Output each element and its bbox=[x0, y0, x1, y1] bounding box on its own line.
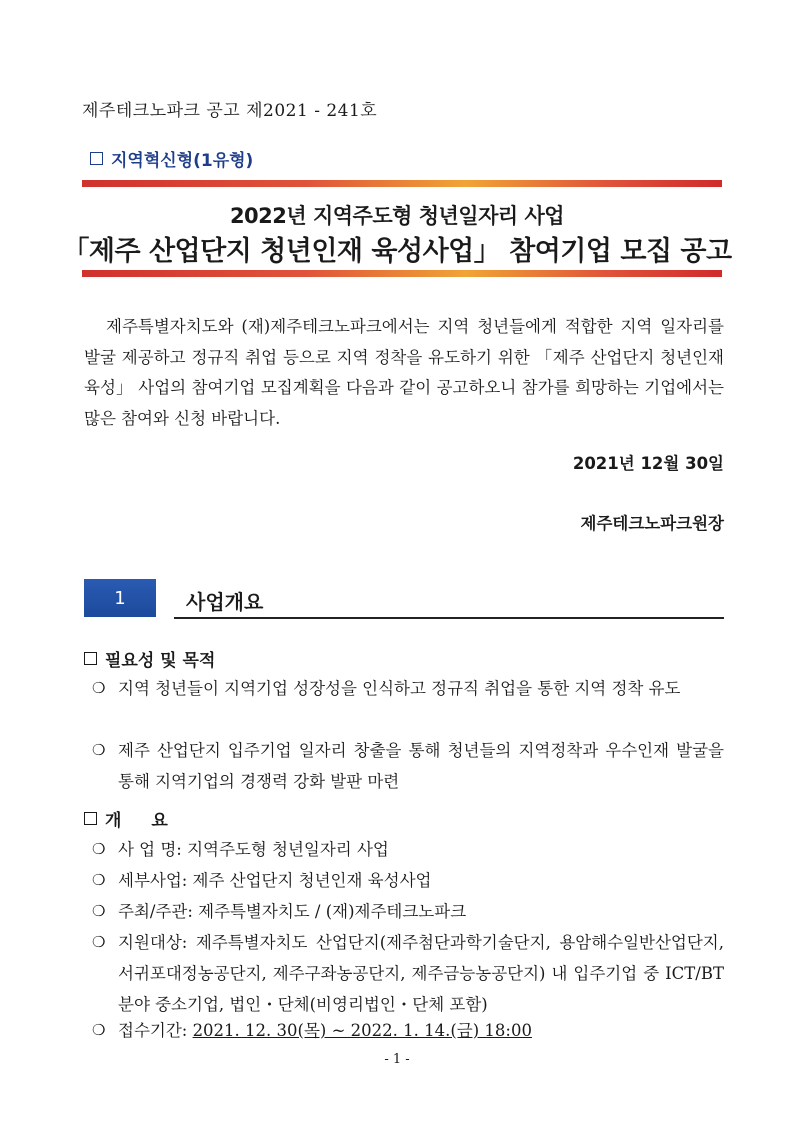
circle-bullet-icon: ❍ bbox=[92, 741, 106, 759]
purpose-heading bbox=[84, 646, 215, 671]
circle-bullet-icon: ❍ bbox=[92, 679, 106, 697]
title-top-bar bbox=[82, 180, 722, 187]
list-item bbox=[92, 673, 724, 704]
list-item-text: 지원대상: 제주특별자치도 산업단지(제주첨단과학기술단지, 용암해수일반산업단지, 서귀포대정농공단지, 제주구좌농공단지, 제주금능농공단지) 내 입주기업 중 ICT/BT분야 중소기업, 법인・단체(비영리법인・단체 포함) bbox=[118, 933, 724, 1014]
application-period: 2021. 12. 30(목) ~ 2022. 1. 14.(금) 18:00 bbox=[192, 1021, 532, 1040]
purpose-heading-text: 필요성 및 목적 bbox=[105, 651, 216, 671]
list-item-text bbox=[118, 1015, 724, 1046]
circle-bullet-icon: ❍ bbox=[92, 933, 106, 951]
application-period-label: 접수기간: bbox=[118, 1021, 193, 1040]
overview-heading-text: 개 요 bbox=[105, 811, 180, 831]
square-bullet-icon bbox=[84, 812, 97, 825]
list-item-text: 지역 청년들이 지역기업 성장성을 인식하고 정규직 취업을 통한 지역 정착 유도 bbox=[118, 679, 681, 698]
list-item-text: 사 업 명: 지역주도형 청년일자리 사업 bbox=[118, 840, 389, 859]
page-title: 「제주 산업단지 청년인재 육성사업」 참여기업 모집 공고 bbox=[62, 236, 732, 267]
list-item bbox=[92, 1015, 724, 1046]
circle-bullet-icon: ❍ bbox=[92, 840, 106, 858]
list-item-text: 제주 산업단지 입주기업 일자리 창출을 통해 청년들의 지역정착과 우수인재 발굴을 통해 지역기업의 경쟁력 강화 발판 마련 bbox=[118, 741, 724, 791]
circle-bullet-icon: ❍ bbox=[92, 871, 106, 889]
list-item bbox=[92, 927, 724, 1020]
section-title: 사업개요 bbox=[186, 590, 264, 614]
list-item-text: 주최/주관: 제주특별자치도 / (재)제주테크노파크 bbox=[118, 902, 467, 921]
list-item-text: 세부사업: 제주 산업단지 청년인재 육성사업 bbox=[118, 871, 432, 890]
category-text: 지역혁신형(1유형) bbox=[111, 151, 254, 171]
category-label bbox=[90, 146, 253, 171]
list-item bbox=[92, 896, 724, 927]
title-subline: 2022년 지역주도형 청년일자리 사업 bbox=[229, 204, 565, 228]
list-item bbox=[92, 735, 724, 797]
circle-bullet-icon: ❍ bbox=[92, 902, 106, 920]
list-item bbox=[92, 865, 724, 896]
page-number: - 1 - bbox=[384, 1052, 410, 1067]
section-underline bbox=[174, 617, 724, 619]
checkbox-square-icon bbox=[90, 152, 103, 165]
square-bullet-icon bbox=[84, 652, 97, 665]
section-number-badge: 1 bbox=[84, 579, 156, 617]
title-bottom-bar bbox=[82, 270, 722, 277]
notice-date: 2021년 12월 30일 bbox=[572, 454, 724, 473]
issuer-name: 제주테크노파크원장 bbox=[580, 514, 724, 533]
list-item bbox=[92, 834, 724, 865]
circle-bullet-icon: ❍ bbox=[92, 1021, 106, 1039]
intro-paragraph: 제주특별자치도와 (재)제주테크노파크에서는 지역 청년들에게 적합한 지역 일자리를 발굴 제공하고 정규직 취업 등으로 지역 정착을 유도하기 위한 「제주 산업단지 청년인재 육성」 사업의 참여기업 모집계획을 다음과 같이 공고하오니 참가를 희망하는 기업에서는 많은 참여와 신청 바랍니다. bbox=[84, 317, 724, 428]
notice-number: 제주테크노파크 공고 제2021 - 241호 bbox=[82, 101, 378, 121]
overview-heading bbox=[84, 806, 180, 831]
